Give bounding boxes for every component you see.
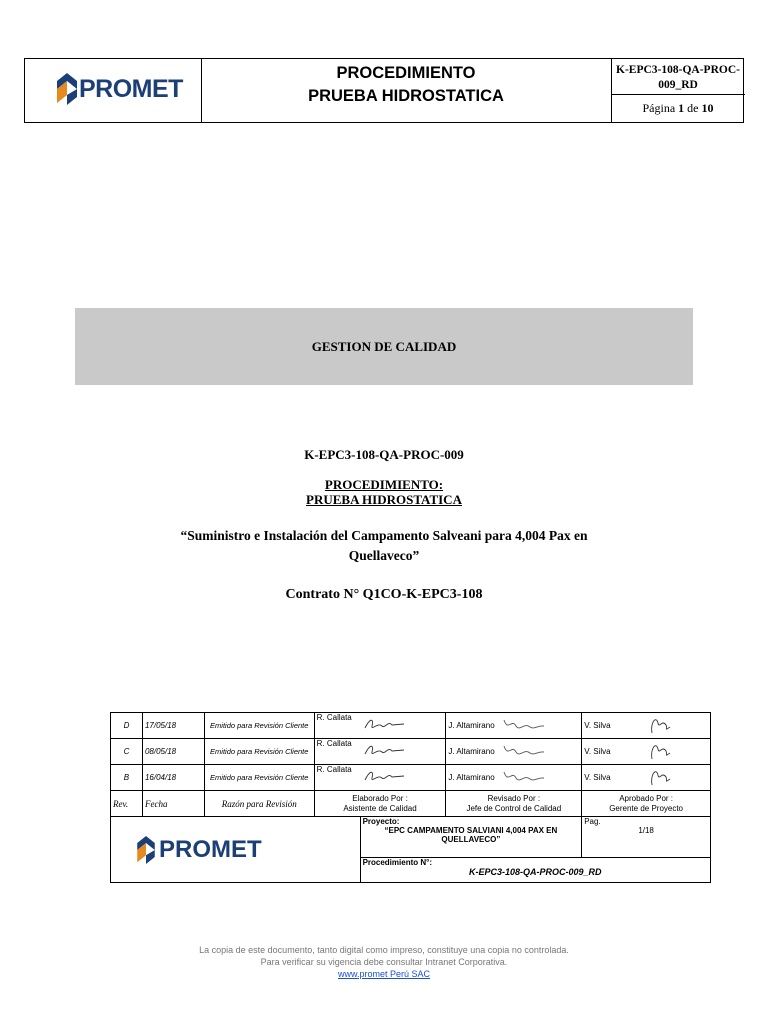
project-value-line1: “EPC CAMPAMENTO SALVIANI 4,004 PAX EN [384,826,558,835]
approved-label: Aprobado Por : [619,793,674,803]
promet-logo-mark-icon [57,73,77,105]
disclaimer-line2: Para verificar su vigencia debe consultar Intranet Corporativa. [260,957,508,967]
rev-letter: C [111,739,143,765]
reviewed-label: Revisado Por : [487,793,541,803]
signature-elaborated [360,713,446,739]
section-banner: GESTION DE CALIDAD [75,308,693,385]
logo-text: PROMET [159,835,262,863]
page-total: 10 [701,101,714,115]
approved-role: Gerente de Proyecto [609,803,684,813]
procedure-label: PROCEDIMIENTO: [324,477,444,492]
elaborated-role: Asistente de Calidad [343,803,417,813]
signature-scribble-icon [500,768,546,786]
project-title-line1: “Suministro e Instalación del Campamento Salveani para 4,004 Pax en [180,528,588,543]
procedure-number-label: Procedimiento N°: [362,858,432,867]
header-doc-code [611,59,745,95]
revision-row [111,739,711,765]
revision-header-row [111,791,711,817]
rev-approved: V. Silva [582,739,642,765]
reviewed-col-header [446,791,582,817]
header-code-cell [611,59,745,122]
reviewed-role: Jefe de Control de Calidad [466,803,562,813]
rev-letter: B [111,765,143,791]
promet-logo-footer [137,836,358,864]
revision-table [110,712,711,883]
signature-elaborated [360,739,446,765]
rev-reviewed: J. Altamirano [446,713,498,739]
rev-elaborated: R. Callata [314,713,360,739]
signature-approved [642,739,711,765]
rev-elaborated: R. Callata [314,739,360,765]
reason-col-header: Razón para Revisión [204,791,314,817]
signature-scribble-icon [644,715,674,735]
promet-logo-mark-icon [137,836,155,864]
page-of: de [687,101,699,115]
elaborated-col-header [314,791,446,817]
rev-date: 17/05/18 [142,713,204,739]
signature-reviewed [498,765,582,791]
elaborated-label: Elaborado Por : [352,793,408,803]
disclaimer-line1: La copia de este documento, tanto digital como impreso, constituye una copia no controlada. [199,945,569,955]
rev-reviewed: J. Altamirano [446,739,498,765]
revision-row [111,713,711,739]
rev-approved: V. Silva [582,713,642,739]
signature-scribble-icon [644,741,674,761]
header-title-line1: PROCEDIMIENTO [336,64,476,82]
signature-reviewed [498,713,582,739]
header-title-cell [201,59,612,122]
project-title [0,526,768,566]
rev-reason: Emitido para Revisión Cliente [204,765,314,791]
contract-number: Contrato N° Q1CO-K-EPC3-108 [285,587,483,602]
signature-scribble-icon [362,768,408,786]
header-code-line1: K-EPC3-108-QA-PROC- [616,64,740,76]
rev-col-header: Rev. [111,791,143,817]
rev-reviewed: J. Altamirano [446,765,498,791]
rev-approved: V. Silva [582,765,642,791]
page-label: Página [642,101,676,115]
signature-scribble-icon [362,742,408,760]
signature-elaborated [360,765,446,791]
rev-reason: Emitido para Revisión Cliente [204,713,314,739]
header-page-number [611,95,745,122]
signature-scribble-icon [500,742,546,760]
rev-reason: Emitido para Revisión Cliente [204,739,314,765]
project-cell [360,817,582,858]
revision-row [111,765,711,791]
signature-scribble-icon [362,716,408,734]
signature-scribble-icon [500,716,546,734]
signature-approved [642,713,711,739]
pag-label: Pag. [584,817,601,826]
header-title-line2: PRUEBA HIDROSTATICA [308,87,504,105]
date-col-header: Fecha [142,791,204,817]
document-header [24,58,744,123]
signature-approved [642,765,711,791]
disclaimer [0,944,768,980]
signature-reviewed [498,739,582,765]
pag-value: 1/18 [638,826,654,835]
document-code: K-EPC3-108-QA-PROC-009 [304,447,464,462]
header-code-line2: 009_RD [658,79,698,91]
approved-col-header [582,791,711,817]
procedure-cell [360,858,710,883]
rev-elaborated: R. Callata [314,765,360,791]
pag-cell [582,817,711,858]
signature-scribble-icon [644,767,674,787]
procedure-number-value: K-EPC3-108-QA-PROC-009_RD [469,867,602,877]
procedure-name: PRUEBA HIDROSTATICA [306,492,462,507]
project-row [111,817,711,858]
procedure-heading [0,477,768,507]
rev-date: 08/05/18 [142,739,204,765]
logo-text: PROMET [79,74,183,103]
header-logo-cell [25,59,202,122]
project-label: Proyecto: [362,817,400,826]
company-link[interactable]: www.promet Perú SAC [337,969,431,979]
footer-logo-cell [111,817,361,883]
promet-logo [57,73,183,105]
project-value-line2: QUELLAVECO” [441,835,501,844]
rev-letter: D [111,713,143,739]
rev-date: 16/04/18 [142,765,204,791]
project-title-line2: Quellaveco” [348,548,420,563]
page-current: 1 [678,101,685,115]
